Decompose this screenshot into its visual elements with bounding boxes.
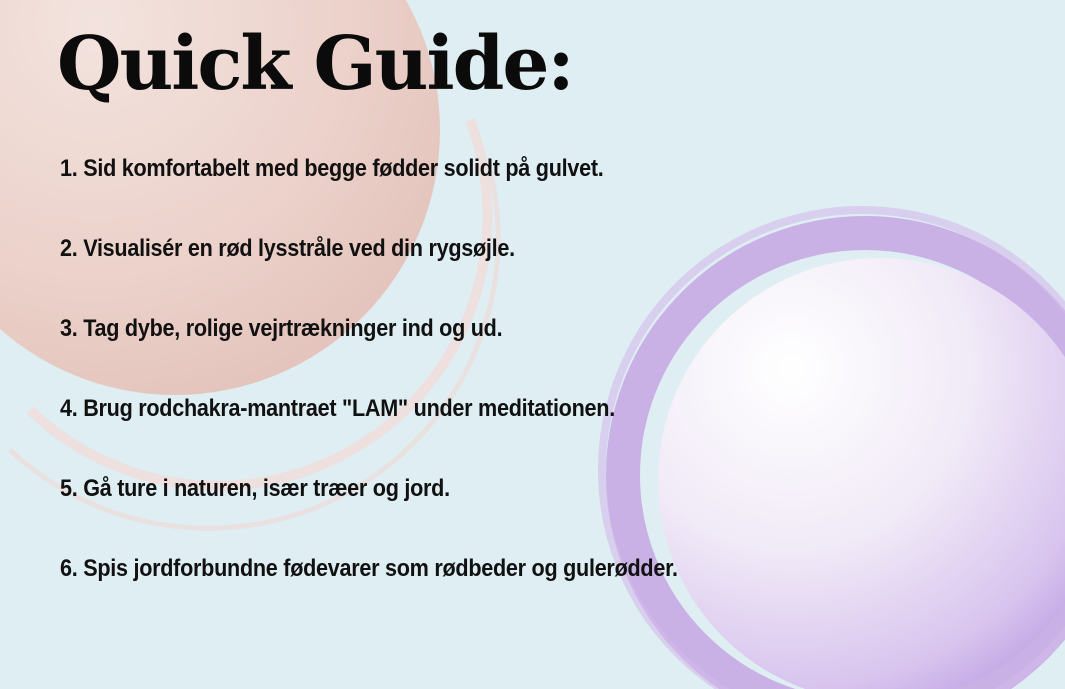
list-item: 2. Visualisér en rød lysstråle ved din rygsøjle. bbox=[60, 235, 515, 262]
list-item: 6. Spis jordforbundne fødevarer som rødbeder og gulerødder. bbox=[60, 555, 678, 582]
page-title: Quick Guide: bbox=[57, 21, 573, 107]
list-item: 1. Sid komfortabelt med begge fødder solidt på gulvet. bbox=[60, 155, 604, 182]
list-item: 5. Gå ture i naturen, især træer og jord. bbox=[60, 475, 450, 502]
list-item: 4. Brug rodchakra-mantraet "LAM" under meditationen. bbox=[60, 395, 615, 422]
list-item: 3. Tag dybe, rolige vejrtrækninger ind og ud. bbox=[60, 315, 503, 342]
steps-list bbox=[60, 150, 746, 630]
